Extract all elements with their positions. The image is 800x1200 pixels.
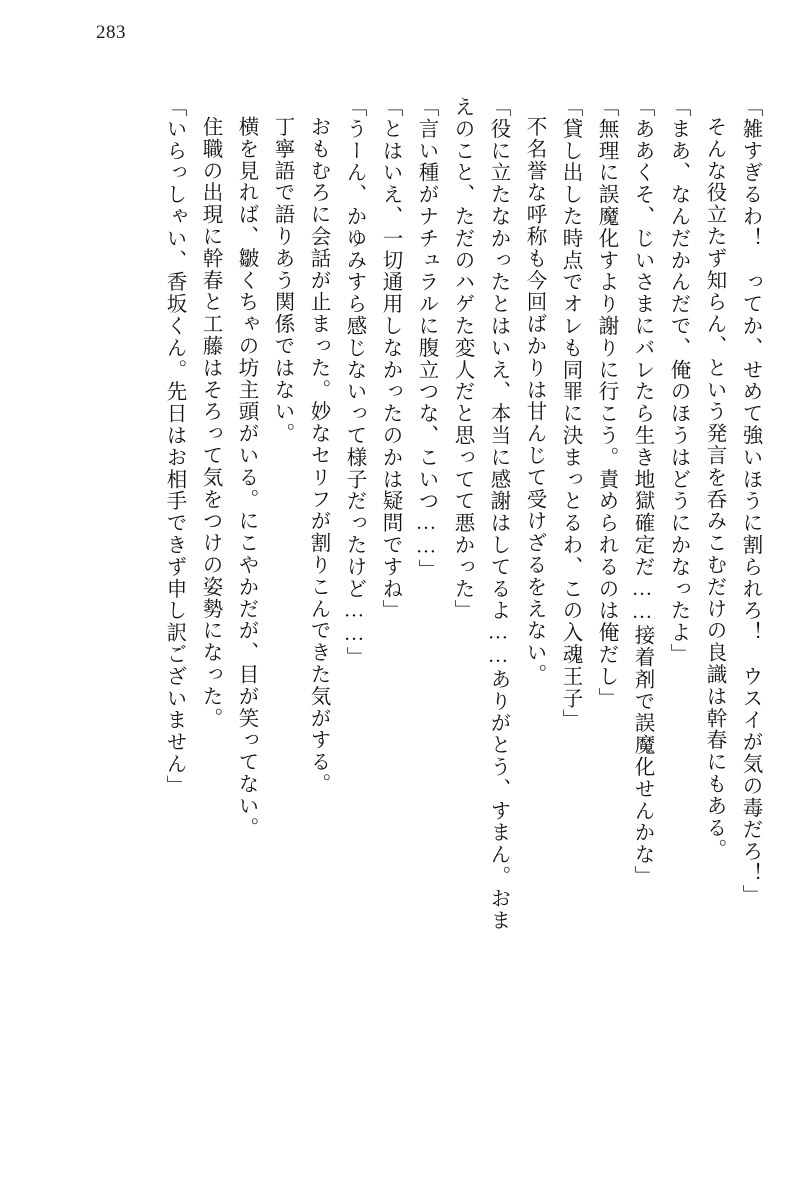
text-line: 「貸し出した時点でオレも同罪に決まっとるわ、この入魂王子」: [559, 96, 581, 732]
text-line: 「まあ、なんだかんだで、俺のほうはどうにかなったよ」: [667, 96, 689, 666]
page-number: 283: [96, 22, 126, 43]
text-line: 「うーん、かゆみすら感じないって様子だったけど……」: [343, 96, 365, 669]
text-line: おもむろに会話が止まった。妙なセリフが割りこんできた気がする。: [307, 116, 329, 795]
text-line: 不名誉な呼称も今回ばかりは甘んじて受けざるをえない。: [523, 116, 545, 686]
text-line: 「無理に誤魔化すより謝りに行こう。責められるのは俺だし」: [595, 96, 617, 710]
text-line: 「言い種がナチュラルに腹立つな、こいつ……」: [415, 96, 437, 581]
text-line: 丁寧語で語りあう関係ではない。: [271, 116, 293, 445]
text-line: そんな役立たず知らん、という発言を呑みこむだけの良識は幹春にもある。: [703, 116, 725, 861]
text-line: 「役に立たなかったとはいえ、本当に感謝はしてるよ……ありがとう、すまん。おま: [487, 96, 509, 932]
vertical-text-body: [48, 96, 760, 1126]
text-line: 住職の出現に幹春と工藤はそろって気をつけの姿勢になった。: [199, 116, 221, 730]
text-line: 横を見れば、皺くちゃの坊主頭がいる。にこやかだが、目が笑ってない。: [235, 116, 257, 839]
text-line: 「ああくそ、じいさまにバレたら生き地獄確定だ……接着剤で誤魔化せんかな」: [631, 96, 653, 888]
text-line: 「雑すぎるわ！ ってか、せめて強いほうに割られろ！ ウスイが気の毒だろ！」: [739, 96, 761, 907]
text-line: えのこと、ただのハゲた変人だと思ってて悪かった」: [451, 96, 473, 622]
text-line: 「いらっしゃい、香坂くん。先日はお相手できず申し訳ございません」: [163, 96, 185, 797]
text-line: 「とはいえ、一切通用しなかったのかは疑問ですね」: [379, 96, 401, 622]
